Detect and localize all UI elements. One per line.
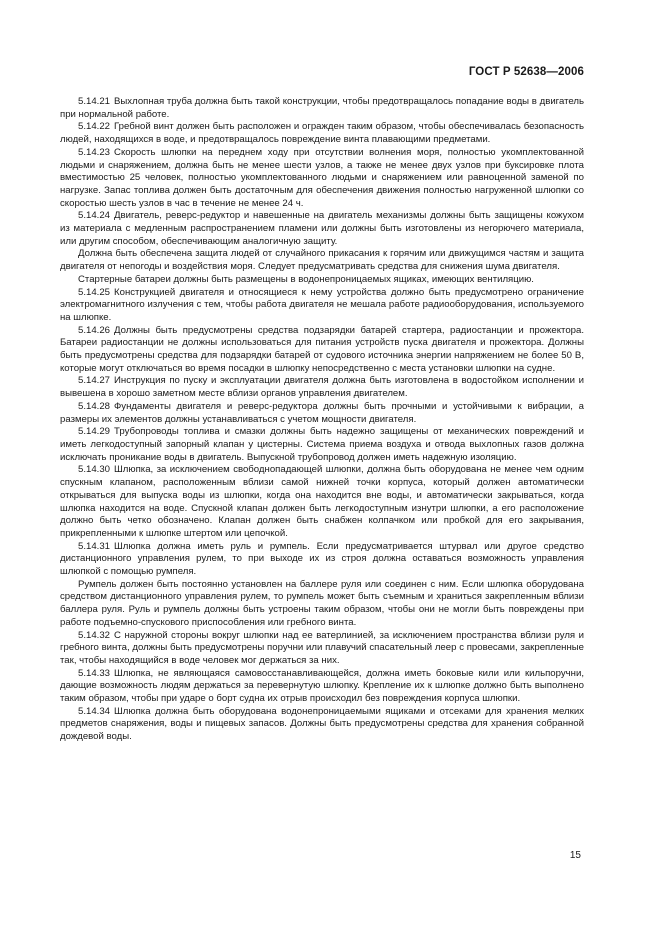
clause-number: 5.14.26 (78, 324, 111, 336)
clause-number: 5.14.28 (78, 400, 111, 412)
clause-text: Румпель должен быть постоянно установлен на баллере руля или соединен с ним. Если шлюпка оборудована средством дистанционного управления рулем, то румпель может быть съемным и храниться закрепленным вблизи баллера руля. Руль и румпель должны быть устроены таким образом, чтобы они не могли быть повреждены при работе подъемно-спускового приспособления или гребного винта. (60, 578, 584, 628)
paragraph (60, 464, 584, 540)
clause-text: Фундаменты двигателя и реверс-редуктора должны быть прочными и устойчивыми к вибрации, а размеры их элементов должны устанавливаться с учетом мощности двигателя. (60, 400, 584, 425)
paragraph (60, 274, 584, 287)
clause-text: Двигатель, реверс-редуктор и навешенные на двигатель механизмы должны быть защищены кожухом из материала с медленным распространением пламени или должны быть изготовлены из негорючего материала, или другим способом, обеспечивающим аналогичную защиту. (60, 210, 584, 247)
paragraph (60, 375, 584, 400)
paragraph (60, 579, 584, 630)
clause-number: 5.14.32 (78, 629, 111, 641)
clause-number: 5.14.24 (78, 210, 111, 222)
clause-number: 5.14.34 (78, 705, 111, 717)
clause-text: Гребной винт должен быть расположен и огражден таким образом, чтобы обеспечивалась безопасность людей, находящихся в воде, и предотвращалось повреждение винта плавающими предметами. (60, 121, 584, 146)
clause-text: Инструкция по пуску и эксплуатации двигателя должна быть изготовлена в водостойком исполнении и вывешена в хорошо заметном месте вблизи органов управления двигателем. (60, 375, 584, 400)
paragraph (60, 668, 584, 706)
paragraph (60, 248, 584, 273)
clause-text: С наружной стороны вокруг шлюпки над ее ватерлинией, за исключением пространства вблизи руля и гребного винта, должны быть предусмотрены поручни или плавучий спасательный леер с провесами, закрепленные так, чтобы находящийся в воде человек мог держаться за них. (60, 629, 584, 666)
clause-number: 5.14.29 (78, 426, 111, 438)
clause-text: Шлюпка должна иметь руль и румпель. Если предусматривается штурвал или другое средство дистанционного управления рулем, то при выходе их из строя должна оставаться возможность управления шлюпкой с помощью румпеля. (60, 540, 584, 578)
paragraph (60, 210, 584, 248)
paragraph (60, 147, 584, 211)
page-number: 15 (569, 850, 581, 861)
clause-text: Шлюпка, за исключением свободнопадающей шлюпки, должна быть оборудована не менее чем одним спускным клапаном, расположенным вблизи самой нижней точки корпуса, который должен автоматически открываться для выпуска воды из шлюпки, когда она находится вне воды, и автоматически закрываться, когда шлюпка находится на воде. Спускной клапан должен быть легкодоступным изнутри шлюпки, а его расположение должно быть четко обозначено. Клапан должен быть снабжен колпачком или пробкой для его закрывания, прикрепленными к шлюпке штертом или цепочкой. (60, 464, 584, 539)
clause-number: 5.14.31 (78, 540, 111, 552)
paragraph (60, 287, 584, 325)
document-header: ГОСТ Р 52638—2006 (468, 66, 584, 78)
clause-text: Должна быть обеспечена защита людей от случайного прикасания к горячим или движущимся частям и защита двигателя от непогоды и воздействия моря. Следует предусматривать средства для снижения шума двигателя. (60, 248, 584, 273)
document-body (60, 96, 584, 744)
clause-number: 5.14.25 (78, 286, 111, 298)
paragraph (60, 121, 584, 146)
clause-text: Шлюпка должна быть оборудована водонепроницаемыми ящиками и отсеками для хранения мелких предметов снаряжения, воды и пищевых запасов. Должны быть предусмотрены средства для хранения собранной дождевой воды. (60, 705, 584, 743)
clause-number: 5.14.27 (78, 375, 111, 387)
clause-text: Должны быть предусмотрены средства подзарядки батарей стартера, радиостанции и прожектора. Батареи радиостанции не должны использоваться для питания устройств пуска двигателя и прожектора. Должны быть предусмотрены средства для подзарядки батарей от судового источника энергии напряжением не более 50 В, которые могут отключаться во время посадки в шлюпку непосредственно с места установки шлюпки на судне. (60, 324, 584, 374)
clause-number: 5.14.22 (78, 121, 111, 133)
paragraph (60, 426, 584, 464)
clause-text: Конструкцией двигателя и относящиеся к нему устройства должно быть предусмотрено ограничение электромагнитного излучения с тем, чтобы работа двигателя не мешала работе радиооборудования, используемого на шлюпке. (60, 286, 584, 323)
paragraph (60, 325, 584, 376)
clause-number: 5.14.30 (78, 464, 111, 476)
paragraph (60, 630, 584, 668)
clause-text: Выхлопная труба должна быть такой конструкции, чтобы предотвращалось попадание воды в двигатель при нормальной работе. (60, 96, 584, 120)
paragraph (60, 96, 584, 121)
clause-text: Шлюпка, не являющаяся самовосстанавливающейся, должна иметь боковые кили или кильпоручни, дающие возможность людям держаться за перевернутую шлюпку. Крепление их к шлюпке должно быть выполнено таким образом, чтобы при ударе о борт судна их отрыв происходил без повреждения корпуса шлюпки. (60, 667, 584, 705)
clause-text: Трубопроводы топлива и смазки должны быть надежно защищены от механических повреждений и иметь легкодоступный запорный клапан у цистерны. Система приема воздуха и отвода выхлопных газов должна исключать проникание воды в двигатель. Выпускной трубопровод должен иметь надежную изоляцию. (60, 426, 584, 463)
paragraph (60, 401, 584, 426)
paragraph (60, 706, 584, 744)
clause-number: 5.14.21 (78, 96, 111, 107)
clause-number: 5.14.33 (78, 667, 111, 679)
paragraph (60, 541, 584, 579)
clause-text: Скорость шлюпки на переднем ходу при отсутствии волнения моря, полностью укомплектованной людьми и снаряжением, должна быть не менее шести узлов, а также не менее двух узлов при буксировке плота вместимостью 25 человек, полностью укомплектованного людьми и снаряжением или равноценной заменой по нагрузке. Запас топлива должен быть достаточным для обеспечения движения полностью нагруженной шлюпки со скоростью шесть узлов в час в течение не менее 24 ч. (60, 146, 584, 209)
clause-text: Стартерные батареи должны быть размещены в водонепроницаемых ящиках, имеющих вентиляцию. (78, 273, 534, 285)
clause-number: 5.14.23 (78, 146, 111, 158)
